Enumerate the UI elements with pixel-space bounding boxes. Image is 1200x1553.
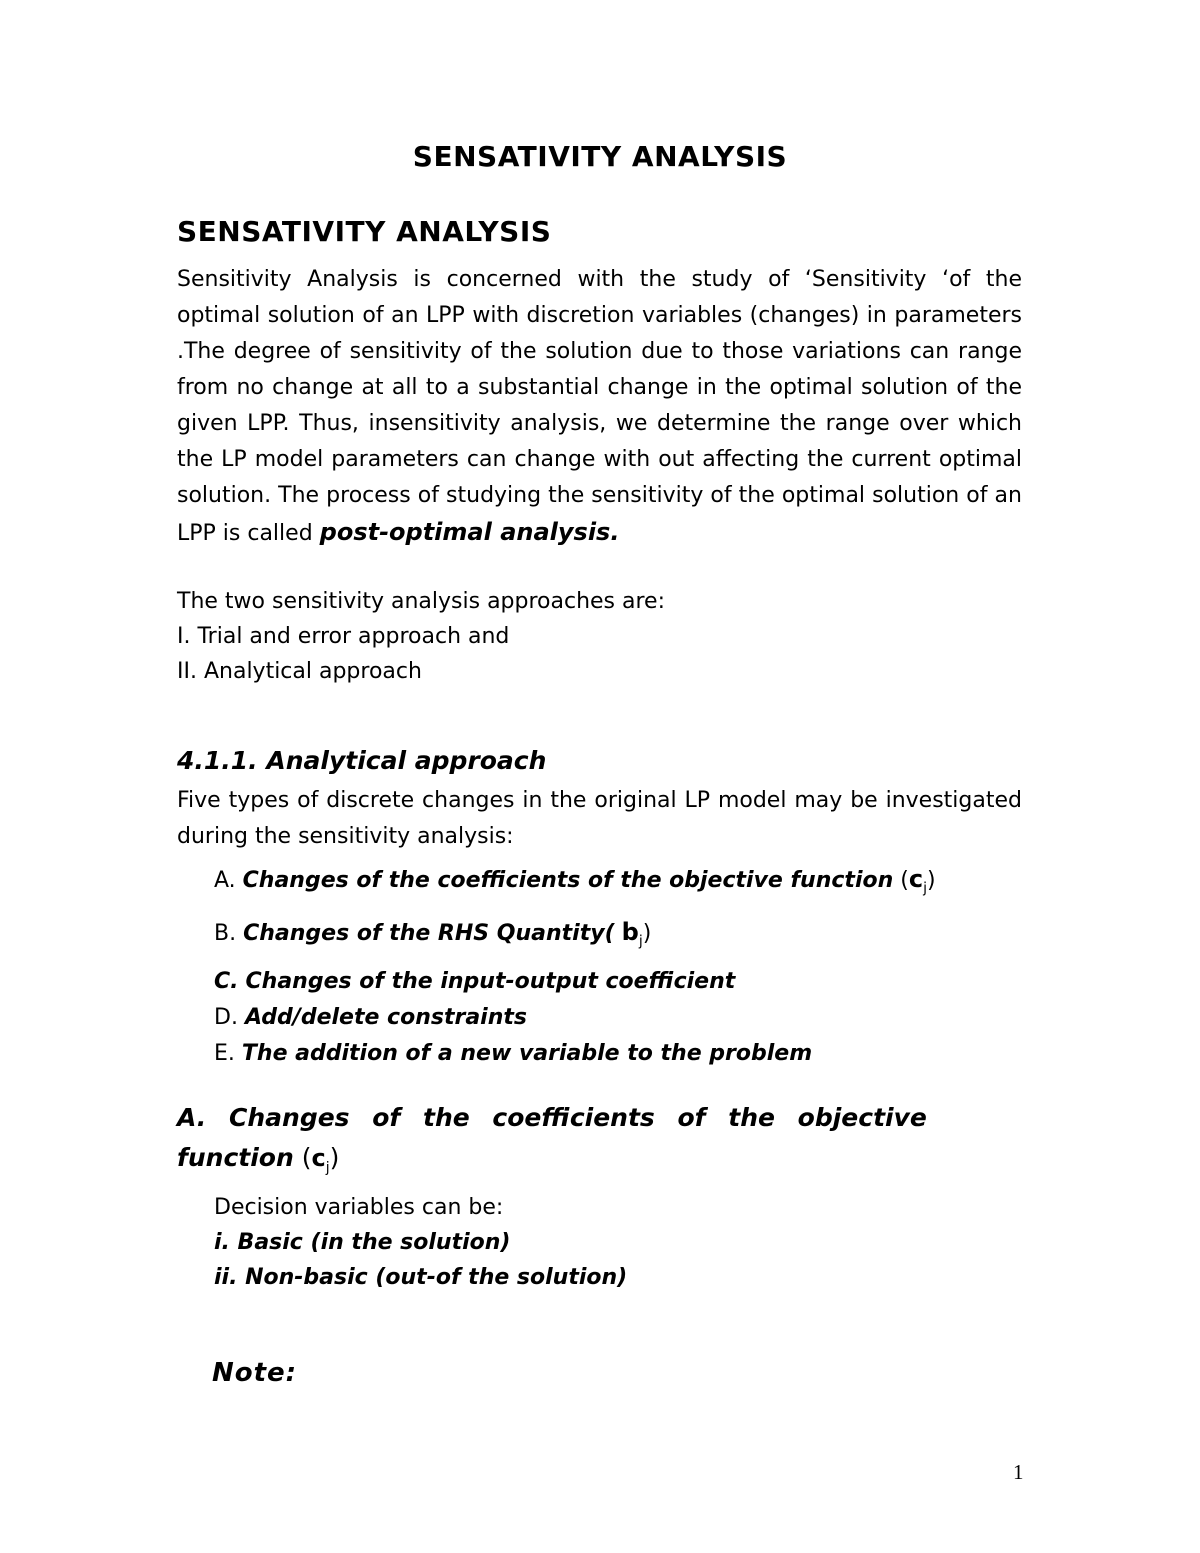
section-a-line2: function $(c_j)$: [177, 1142, 340, 1176]
objective-coefficient-symbol: $(c_j)$: [893, 865, 936, 897]
list-item-text: Changes of the coefficients of the objective function: [242, 868, 894, 893]
approaches-intro: The two sensitivity analysis approaches are:: [177, 589, 666, 614]
list-item-text: Changes of the input-output coefficient: [245, 968, 736, 994]
page-title: SENSATIVITY ANALYSIS: [412, 140, 788, 173]
approaches-block: [177, 584, 1022, 689]
intro-text: Sensitivity Analysis is concerned with the study of ‘Sensitivity ‘of the optimal solution of an LPP with discretion variables (changes) in parameters .The degree of sensitivity of the solution due to those variations can range from no change at all to a substantial change in the optimal solution of the given LPP. Thus, insensitivity analysis, we determine the range over which the LP model parameters can change with out affecting the current optimal solution. The process of studying the sensitivity of the optimal solution of an LPP is called: [177, 267, 1022, 546]
approach-item: II. Analytical approach: [177, 659, 422, 684]
list-item: [214, 1000, 1022, 1036]
page-number: 1: [1013, 1460, 1024, 1484]
note-label: Note:: [212, 1358, 298, 1388]
types-paragraph: Five types of discrete changes in the original LP model may be investigated during the sensitivity analysis:: [177, 788, 1022, 849]
list-item-text: Changes of the RHS Quantity(: [243, 921, 615, 947]
list-item-letter: D.: [214, 1004, 238, 1030]
intro-end: .: [610, 518, 620, 546]
section-heading: SENSATIVITY ANALYSIS: [177, 215, 552, 248]
decision-item: i. Basic (in the solution): [214, 1229, 511, 1255]
objective-coefficient-symbol: $(c_j)$: [293, 1142, 340, 1176]
list-item-letter: B.: [214, 921, 237, 947]
section-a-line1: A. Changes of the coefficients of the objective: [177, 1102, 927, 1132]
intro-paragraph: [177, 262, 1022, 552]
list-item-letter: A.: [214, 868, 236, 893]
list-item: [214, 964, 1022, 1000]
document-body: [177, 210, 1022, 1295]
changes-list: [214, 857, 1022, 1072]
list-item: [214, 857, 1022, 910]
list-item-letter: C.: [214, 968, 239, 994]
decision-variables-block: [214, 1190, 1022, 1295]
subsection-heading: 4.1.1. Analytical approach: [177, 746, 547, 775]
approach-item: I. Trial and error approach and: [177, 624, 510, 649]
list-item: [214, 910, 1022, 963]
intro-emphasis: post-optimal analysis: [319, 518, 611, 546]
section-a-heading: [177, 1098, 1022, 1188]
list-item-text: Add/delete constraints: [244, 1004, 527, 1030]
rhs-quantity-symbol: $b_j$): [621, 918, 652, 950]
decision-intro: Decision variables can be:: [214, 1194, 504, 1220]
list-item-text: The addition of a new variable to the problem: [241, 1040, 813, 1066]
list-item: [214, 1036, 1022, 1072]
decision-item: ii. Non-basic (out-of the solution): [214, 1264, 628, 1290]
list-item-letter: E.: [214, 1040, 235, 1066]
